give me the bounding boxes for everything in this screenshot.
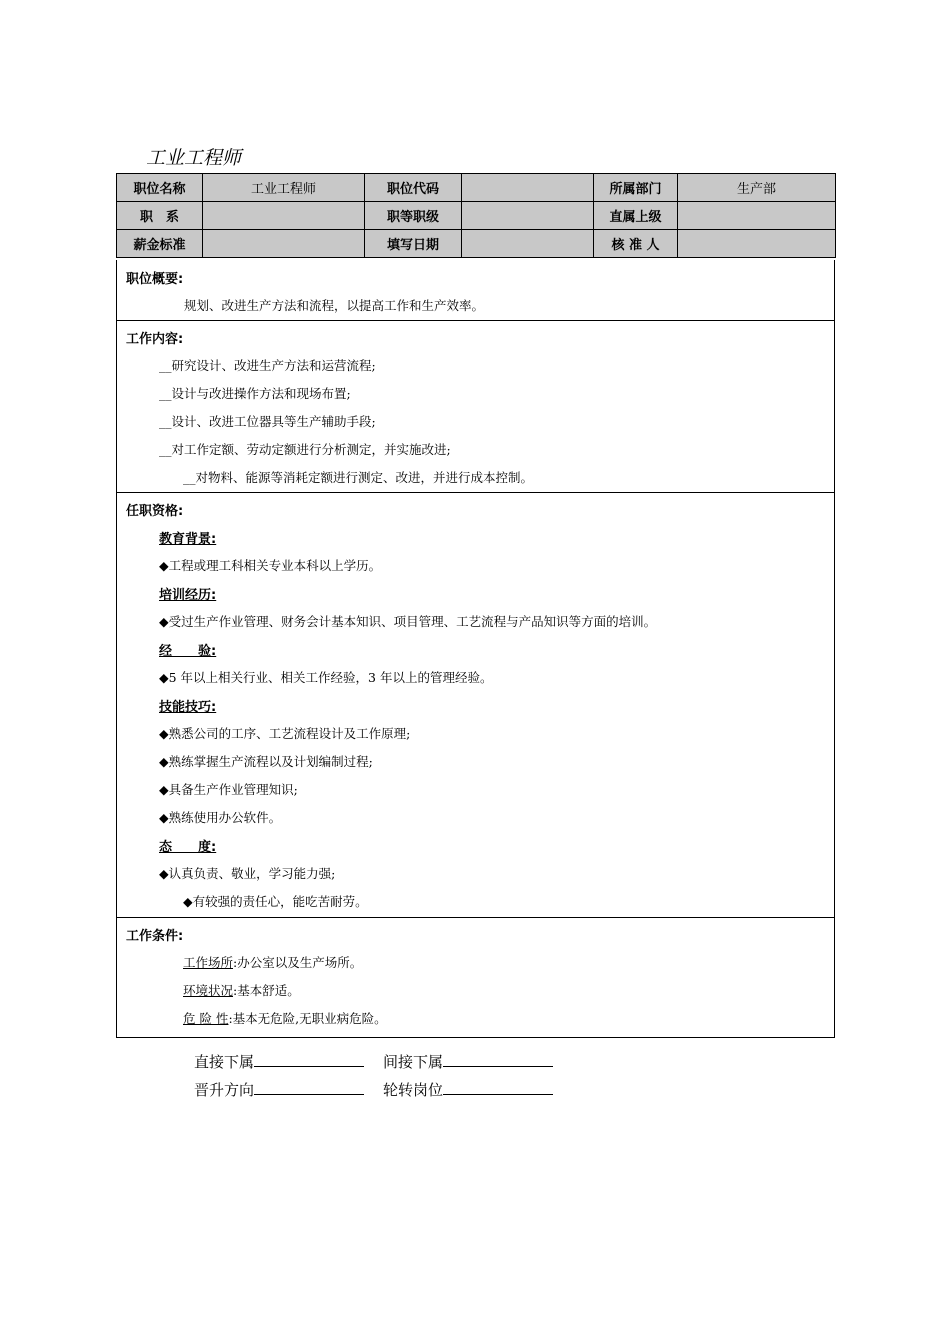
duties-heading: 工作内容: — [126, 332, 184, 347]
table-row — [117, 202, 836, 230]
label-grade: 职等职级 — [365, 202, 462, 230]
value-fill-date — [462, 230, 594, 258]
list-item: __对物料、能源等消耗定额进行测定、改进，并进行成本控制。 — [183, 470, 534, 485]
label-salary: 薪金标准 — [117, 230, 203, 258]
list-item: __研究设计、改进生产方法和运营流程; — [159, 358, 376, 373]
list-item: ◆具备生产作业管理知识; — [159, 782, 298, 797]
table-row — [117, 230, 836, 258]
environment-label: 环境状况 — [183, 983, 234, 998]
label-job-family: 职 系 — [117, 202, 203, 230]
label-position-code: 职位代码 — [365, 174, 462, 202]
promotion-label: 晋升方向 — [194, 1081, 255, 1099]
direct-reports-field — [194, 1051, 364, 1072]
risk-label: 危 险 性 — [183, 1011, 229, 1026]
label-approver: 核 准 人 — [594, 230, 678, 258]
label-department: 所属部门 — [594, 174, 678, 202]
environment-value: :基本舒适。 — [233, 983, 300, 998]
value-position-name: 工业工程师 — [203, 174, 365, 202]
education-text: ◆工程或理工科相关专业本科以上学历。 — [159, 558, 382, 573]
qualifications-section — [116, 492, 835, 918]
indirect-reports-blank — [443, 1052, 553, 1067]
summary-heading: 职位概要: — [126, 272, 184, 287]
work-place-line — [183, 953, 362, 971]
duties-section — [116, 320, 835, 493]
value-department: 生产部 — [678, 174, 836, 202]
conditions-section — [116, 917, 835, 1038]
value-position-code — [462, 174, 594, 202]
promotion-blank — [254, 1080, 364, 1095]
value-grade — [462, 202, 594, 230]
value-approver — [678, 230, 836, 258]
list-item: ◆有较强的责任心，能吃苦耐劳。 — [183, 894, 368, 909]
label-fill-date: 填写日期 — [365, 230, 462, 258]
environment-line — [183, 981, 300, 999]
direct-reports-label: 直接下属 — [194, 1053, 255, 1071]
training-text: ◆受过生产作业管理、财务会计基本知识、项目管理、工艺流程与产品知识等方面的培训。 — [159, 614, 657, 629]
rotation-field — [383, 1079, 553, 1100]
value-salary — [203, 230, 365, 258]
indirect-reports-label: 间接下属 — [383, 1053, 444, 1071]
position-info-table — [116, 173, 836, 258]
promotion-field — [194, 1079, 364, 1100]
list-item: ◆认真负责、敬业，学习能力强; — [159, 866, 336, 881]
label-position-name: 职位名称 — [117, 174, 203, 202]
value-supervisor — [678, 202, 836, 230]
rotation-blank — [443, 1080, 553, 1095]
page-title: 工业工程师 — [146, 147, 242, 169]
list-item: __设计、改进工位器具等生产辅助手段; — [159, 414, 376, 429]
list-item: __对工作定额、劳动定额进行分析测定，并实施改进; — [159, 442, 451, 457]
rotation-label: 轮转岗位 — [383, 1081, 444, 1099]
risk-value: :基本无危险,无职业病危险。 — [228, 1011, 387, 1026]
list-item: __设计与改进操作方法和现场布置; — [159, 386, 351, 401]
table-row — [117, 174, 836, 202]
summary-text: 规划、改进生产方法和流程，以提高工作和生产效率。 — [184, 298, 485, 313]
indirect-reports-field — [383, 1051, 553, 1072]
conditions-heading: 工作条件: — [126, 929, 184, 944]
label-supervisor: 直属上级 — [594, 202, 678, 230]
attitude-label: 态 度: — [159, 840, 217, 855]
list-item: ◆熟练使用办公软件。 — [159, 810, 282, 825]
direct-reports-blank — [254, 1052, 364, 1067]
value-job-family — [203, 202, 365, 230]
experience-text: ◆5 年以上相关行业、相关工作经验，3 年以上的管理经验。 — [159, 670, 493, 685]
education-label: 教育背景: — [159, 532, 217, 547]
qualifications-heading: 任职资格: — [126, 504, 184, 519]
list-item: ◆熟悉公司的工序、工艺流程设计及工作原理; — [159, 726, 411, 741]
work-place-value: :办公室以及生产场所。 — [233, 955, 363, 970]
training-label: 培训经历: — [159, 588, 217, 603]
experience-label: 经 验: — [159, 644, 217, 659]
summary-section — [116, 260, 835, 321]
work-place-label: 工作场所 — [183, 955, 234, 970]
skills-label: 技能技巧: — [159, 700, 217, 715]
list-item: ◆熟练掌握生产流程以及计划编制过程; — [159, 754, 373, 769]
risk-line — [183, 1009, 387, 1027]
